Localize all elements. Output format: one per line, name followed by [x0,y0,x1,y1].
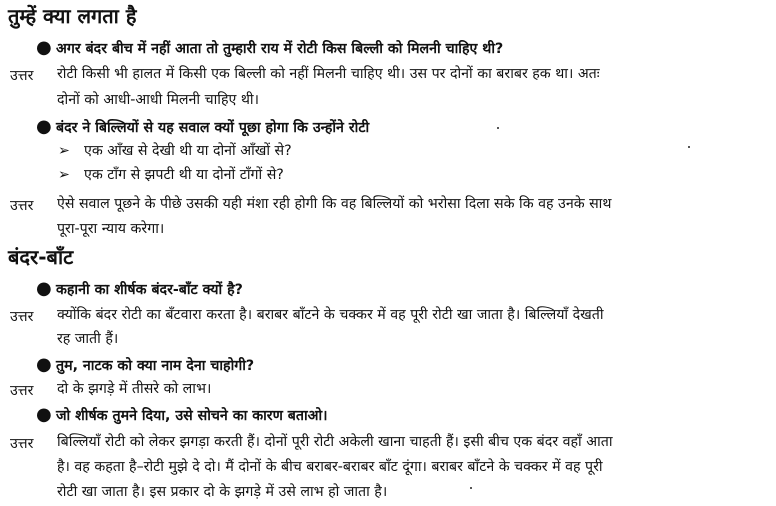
bullet-icon: ● [36,404,52,425]
bullet-icon: ● [36,278,52,299]
answer-4-line-1: दो के झगड़े में तीसरे को लाभ। [57,381,212,397]
question-text: अगर बंदर बीच में नहीं आता तो तुम्हारी राय में रोटी किस बिल्ली को मिलनी चाहिए थी? [56,41,504,57]
sub-point-1 [58,141,292,161]
question-2 [36,117,369,138]
scan-speck [688,146,690,148]
section-heading-bandar-baant: बंदर-बाँट [8,245,74,269]
question-4 [36,355,254,376]
question-text: बंदर ने बिल्लियों से यह सवाल क्यों पूछा होगा कि उन्होंने रोटी [56,120,370,136]
answer-3-line-2: रह जाती हैं। [57,331,119,347]
answer-1-line-1: रोटी किसी भी हालत में किसी एक बिल्ली को नहीं मिलनी चाहिए थी। उस पर दोनों का बराबर हक था। अतः [57,66,600,82]
answer-label: उत्तर [10,436,34,452]
scan-speck [470,487,472,489]
sub-point-2 [58,165,284,185]
bullet-icon: ● [36,37,52,58]
answer-label: उत्तर [10,309,34,325]
answer-5-line-2: है। वह कहता है–रोटी मुझे दे दो। मैं दोनों के बीच बराबर-बराबर बाँट दूंगा। बराबर बाँटने के चक्कर में वह पूरी [57,459,603,475]
question-1 [36,38,503,59]
answer-label: उत्तर [10,198,34,214]
question-text: कहानी का शीर्षक बंदर-बाँट क्यों है? [56,282,243,298]
sub-point-text: एक टाँग से झपटी थी या दोनों टाँगों से? [84,167,284,183]
answer-3-line-1: क्योंकि बंदर रोटी का बँटवारा करता है। बराबर बाँटने के चक्कर में वह पूरी रोटी खा जाता है। बिल्लियाँ देखती [57,307,604,323]
question-3 [36,279,243,300]
sub-point-text: एक आँख से देखी थी या दोनों आँखों से? [84,143,292,159]
answer-label: उत्तर [10,68,34,84]
answer-label: उत्तर [10,383,34,399]
scan-speck [497,127,499,129]
answer-2-line-1: ऐसे सवाल पूछने के पीछे उसकी यही मंशा रही होगी कि वह बिल्लियों को भरोसा दिला सके कि वह उनके साथ [57,196,612,212]
question-5 [36,405,328,426]
question-text: जो शीर्षक तुमने दिया, उसे सोचने का कारण बताओ। [56,408,328,424]
answer-5-line-1: बिल्लियाँ रोटी को लेकर झगड़ा करती हैं। दोनों पूरी रोटी अकेली खाना चाहती हैं। इसी बीच एक बंदर वहाँ आता [57,434,613,450]
question-text: तुम, नाटक को क्या नाम देना चाहोगी? [56,358,255,374]
answer-2-line-2: पूरा-पूरा न्याय करेगा। [57,221,165,237]
answer-1-line-2: दोनों को आधी-आधी मिलनी चाहिए थी। [57,92,259,108]
answer-5-line-3: रोटी खा जाता है। इस प्रकार दो के झगड़े में उसे लाभ हो जाता है। [57,484,388,500]
arrow-icon: ➢ [58,167,70,183]
section-heading-tumhe-kya-lagta-hai: तुम्हें क्या लगता है [8,4,137,28]
bullet-icon: ● [36,354,52,375]
arrow-icon: ➢ [58,143,70,159]
bullet-icon: ● [36,116,52,137]
